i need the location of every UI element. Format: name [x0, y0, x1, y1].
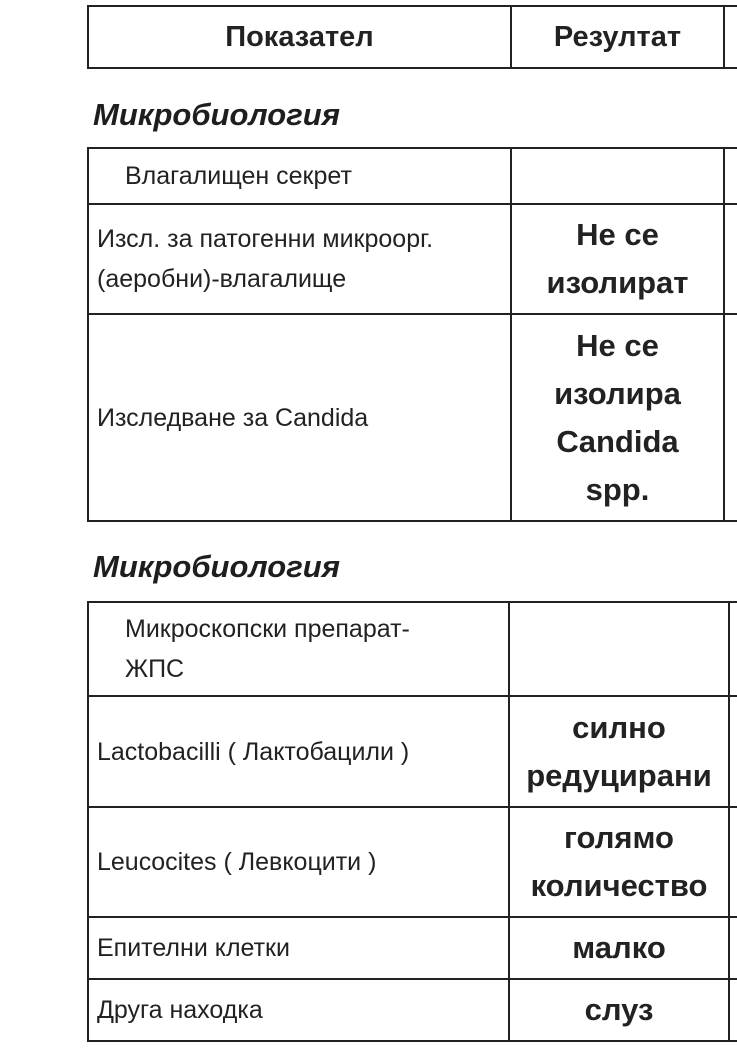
table-row — [88, 917, 737, 979]
column-header-extra — [724, 6, 737, 68]
results-table-1 — [87, 147, 737, 522]
row-extra-cell — [724, 148, 737, 204]
results-table-2 — [87, 601, 737, 1042]
row-result: Не се изолира Candida spp. — [511, 314, 724, 521]
row-result — [509, 602, 729, 696]
row-name: Изследване за Candida — [88, 314, 511, 521]
section-title-microbiology-1: Микробиология — [93, 97, 340, 132]
table-row — [88, 148, 737, 204]
row-result — [511, 148, 724, 204]
row-result: малко — [509, 917, 729, 979]
row-extra-cell — [729, 917, 737, 979]
row-extra-cell — [724, 204, 737, 314]
table-row — [88, 204, 737, 314]
row-name: Влагалищен секрет — [88, 148, 511, 204]
row-name: Микроскопски препарат-ЖПС — [88, 602, 509, 696]
column-header-indicator: Показател — [88, 6, 511, 68]
table-row — [88, 807, 737, 917]
row-name: Leucocites ( Левкоцити ) — [88, 807, 509, 917]
row-result: голямо количество — [509, 807, 729, 917]
table-row — [88, 696, 737, 807]
row-name: Изсл. за патогенни микроорг. (аеробни)-влагалище — [88, 204, 511, 314]
row-result: силно редуцирани — [509, 696, 729, 807]
row-name: Друга находка — [88, 979, 509, 1041]
row-extra-cell — [729, 602, 737, 696]
row-name: Епителни клетки — [88, 917, 509, 979]
header-table — [87, 5, 737, 69]
column-header-result: Резултат — [511, 6, 724, 68]
table-row — [88, 979, 737, 1041]
section-title-microbiology-2: Микробиология — [93, 549, 340, 584]
row-result: Не се изолират — [511, 204, 724, 314]
row-extra-cell — [729, 807, 737, 917]
row-name: Lactobacilli ( Лактобацили ) — [88, 696, 509, 807]
table-row — [88, 602, 737, 696]
row-result: слуз — [509, 979, 729, 1041]
header-row — [88, 6, 737, 68]
row-extra-cell — [729, 979, 737, 1041]
row-extra-cell — [724, 314, 737, 521]
row-extra-cell — [729, 696, 737, 807]
table-row — [88, 314, 737, 521]
